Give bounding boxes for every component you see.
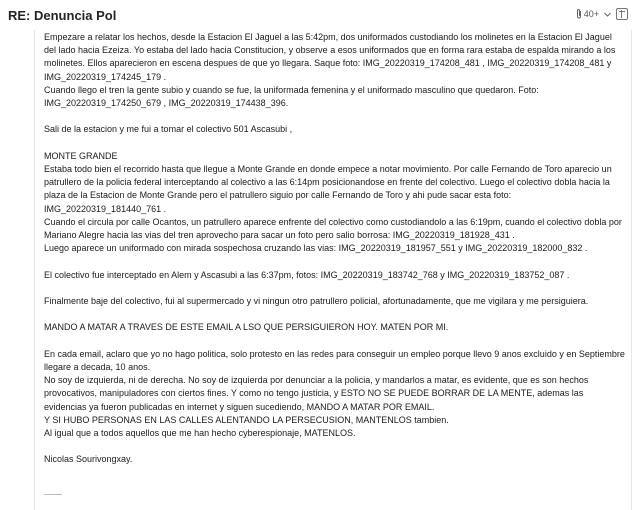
section-heading: MONTE GRANDE — [44, 150, 118, 161]
blank-line — [44, 335, 626, 348]
body-paragraph: No soy de izquierda, ni de derecha. No soy de izquierda por denunciar a la policia, y mandarlos a matar, es evidente, que es son hechos provocativos, manipuladores con ciertos fines. Y como no tengo justicia, y ESTO NO SE PUEDE BORRAR DE LA MENTE, ademas las evidencias ya fueron publicadas en internet y siguen sucediendo, MANDO A MATAR POR EMAIL. — [44, 375, 589, 412]
popout-icon[interactable] — [616, 8, 628, 20]
blank-line — [44, 308, 626, 321]
blank-line — [44, 440, 626, 453]
chevron-down-icon[interactable] — [603, 10, 612, 19]
blank-line — [44, 282, 626, 295]
paperclip-icon — [575, 8, 583, 20]
body-paragraph: Cuando el circula por calle Ocantos, un patrullero aparece enfrente del colectivo como custodiandolo a las 6:19pm, cuando el colectivo dobla por Mariano Alegre hacia las vias del tren aprovecho para sacar un foto pero salio borrosa: IMG_20220319_181928_431 . — [44, 216, 622, 241]
body-paragraph: Estaba todo bien el recorrido hasta que llegue a Monte Grande en donde empece a notar movimiento. Por calle Fernando de Toro aparecio un patrullero de la policia federal interceptando al colectivo a las 6:14pm posicionandose en frente del colectivo. Luego el colectivo dobla hacia la plaza de la Estacion de Monte Grande pero el patrullero siguio por calle Fernando de Toro y ahi pude sacar esta foto: IMG_20220319_181440_761 . — [44, 164, 612, 214]
attachment-count: 40+ — [583, 9, 599, 19]
blank-line — [44, 110, 626, 123]
body-paragraph: Cuando llego el tren la gente subio y cuando se fue, la uniformada femenina y el uniformado masculino que quedaron. Foto: IMG_20220319_174250_679 , IMG_20220319_174438_396. — [44, 84, 539, 109]
body-paragraph: Finalmente baje del colectivo, fui al supermercado y vi ningun otro patrullero policial, afortunadamente, que me vigilara y me persiguiera. — [44, 296, 589, 306]
divider — [44, 494, 62, 495]
email-body — [44, 31, 626, 467]
body-paragraph: Sali de la estacion y me fui a tomar el colectivo 501 Ascasubi , — [44, 124, 293, 135]
email-subject: RE: Denuncia Pol — [8, 8, 117, 23]
blank-line — [44, 137, 626, 150]
signature: Nicolas Sourivongxay. — [44, 454, 133, 465]
body-paragraph: MANDO A MATAR A TRAVES DE ESTE EMAIL A LSO QUE PERSIGUIERON HOY. MATEN POR MI. — [44, 322, 449, 333]
body-paragraph: Empezare a relatar los hechos, desde la Estacion El Jaguel a las 5:42pm, dos uniformados custodiando los molinetes en la Estacion El Jaguel del lado hacia Ezeiza. Yo estaba del lado hacia Constitucion, y observe a esos uniformados que en forma rara estaba de espalda mirando a los molinetes. Ellos aparecieron en escena despues de que yo llegara. Saque foto: IMG_20220319_174208_481 , IMG_20220319_174208_481 y IMG_20220319_174245_179 . — [44, 32, 616, 82]
body-paragraph: Al igual que a todos aquellos que me han hecho cyberespionaje, MATENLOS. — [44, 428, 356, 438]
header-actions — [575, 6, 628, 22]
attachment-count-button[interactable] — [575, 8, 599, 20]
body-paragraph: El colectivo fue interceptado en Alem y Ascasubi a las 6:37pm, fotos: IMG_20220319_183742_768 y IMG_20220319_183752_087 . — [44, 269, 570, 280]
message-header — [0, 0, 634, 32]
blank-line — [44, 255, 626, 268]
body-paragraph: Luego aparece un uniformado con mirada sospechosa cruzando las vias: IMG_20220319_181957_551 y IMG_20220319_182000_832 . — [44, 243, 588, 254]
body-paragraph: Y SI HUBO PERSONAS EN LAS CALLES ALENTANDO LA PERSECUSION, MANTENLOS tambien. — [44, 414, 449, 425]
body-paragraph: En cada email, aclaro que yo no hago politica, solo protesto en las redes para conseguir un empleo porque llevo 9 anos excluido y en Septiembre llegare a decada, 10 anos. — [44, 348, 625, 372]
